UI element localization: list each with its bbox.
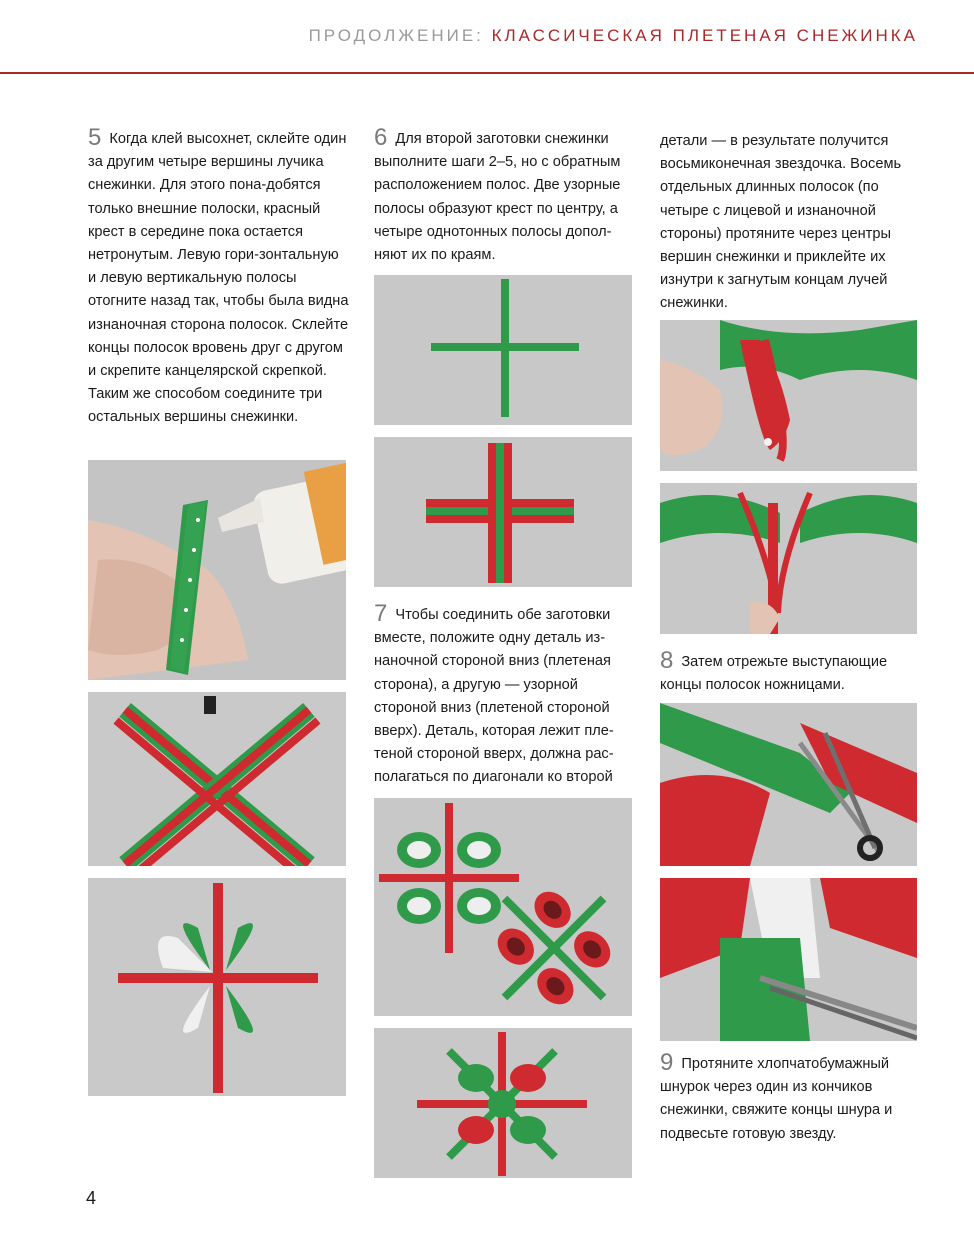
running-head — [309, 26, 918, 46]
photo-red-green-cross — [374, 437, 632, 587]
photo-woven-cross — [88, 878, 346, 1096]
photo-two-pieces — [374, 798, 632, 1016]
photo-cutting-red — [660, 878, 917, 1041]
step-5 — [88, 124, 350, 430]
step-8 — [660, 647, 918, 697]
step-6-text: Для второй заготовки снежинки выполните шаги 2–5, но с обратным расположением полос. Две узорные полосы образуют крест по центру, а четыре однотонных полосы допол-няют их по краям. — [374, 131, 621, 264]
step-9 — [660, 1049, 918, 1146]
photo-star-cross — [88, 692, 346, 866]
step-9-text: Протяните хлопчатобумажный шнурок через один из кончиков снежинки, свяжите концы шнура и подвесьте готовую звезду. — [660, 1056, 893, 1142]
step-7-text: Чтобы соединить обе заготовки вместе, положите одну деталь из-наночной стороной вниз (плетеная сторона), а другую — узорной стороной вниз (плетеной стороной вверх). Деталь, которая лежит пле-теной стороной вверх, должна рас-полагаться по диагонали ко второй — [374, 607, 614, 786]
photo-eight-point-star — [374, 1028, 632, 1178]
running-head-prefix: ПРОДОЛЖЕНИЕ: — [308, 26, 492, 45]
step-7-continued-text: детали — в результате получится восьмиконечная звездочка. Восемь отдельных длинных полосок (по четыре с лицевой и изнаночной стороны) протяните через центры вершин снежинки и приклейте их изнутри к загнутым концам лучей снежинки. — [660, 133, 902, 312]
photo-glue-strip — [88, 460, 346, 680]
page-header — [0, 0, 974, 75]
step-9-number: 9 — [660, 1049, 674, 1076]
step-7-continued — [660, 130, 918, 316]
step-5-number: 5 — [88, 124, 102, 151]
running-head-title: КЛАССИЧЕСКАЯ ПЛЕТЕНАЯ СНЕЖИНКА — [491, 26, 918, 45]
photo-cutting-green — [660, 703, 917, 866]
step-7-number: 7 — [374, 600, 388, 627]
step-8-text: Затем отрежьте выступающие концы полосок ножницами. — [660, 654, 888, 694]
step-5-text: Когда клей высохнет, склейте один за другим четыре вершины лучика снежинки. Для этого пона-добятся только внешние полоски, красный крест в середине пока остается нетронутым. Левую гори-зонтальную и левую вертикальную полосы отогните назад так, чтобы была видна изнаночная сторона полосок. Склейте концы полосок вровень друг с другом и скрепите канцелярской скрепкой. Таким же способом соедините три остальных вершины снежинки. — [88, 131, 349, 426]
photo-glue-tip — [660, 320, 917, 471]
step-8-number: 8 — [660, 647, 674, 674]
step-7 — [374, 600, 632, 790]
step-6 — [374, 124, 632, 267]
photo-green-cross — [374, 275, 632, 425]
page-number: 4 — [86, 1188, 97, 1208]
step-6-number: 6 — [374, 124, 388, 151]
header-rule — [0, 72, 974, 74]
photo-glue-strip-end — [660, 483, 917, 634]
